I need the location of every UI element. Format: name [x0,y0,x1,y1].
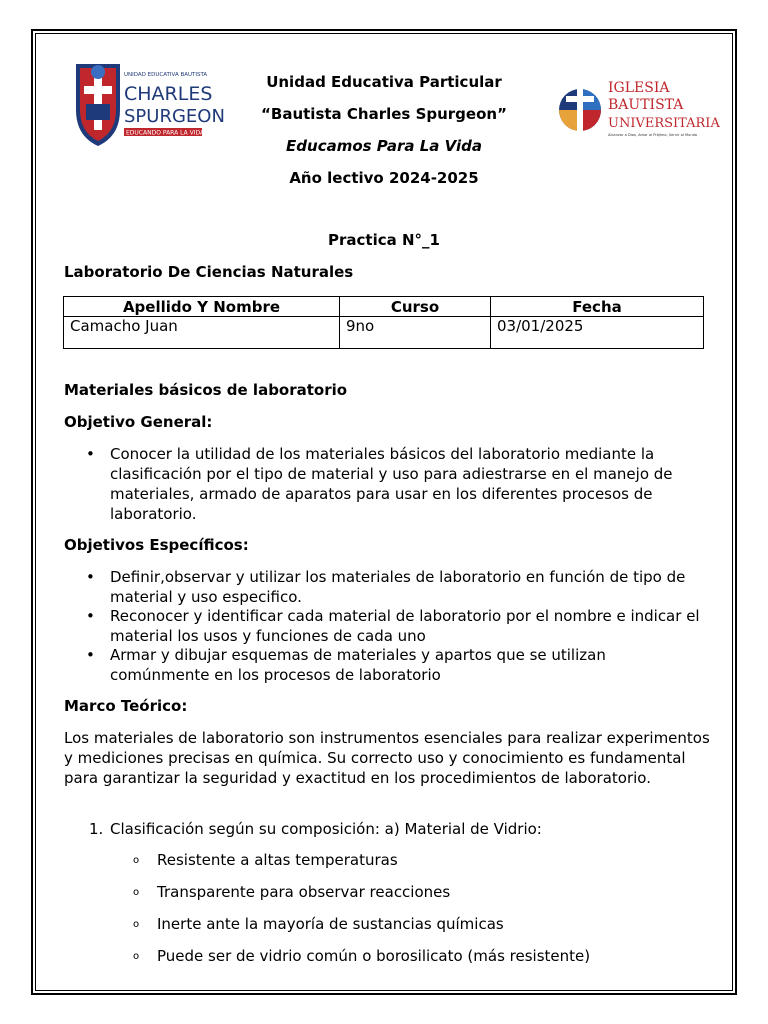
sub-bullet-icon: o [133,887,140,898]
header-date: Fecha [491,297,704,317]
student-info-table [63,296,704,349]
church-logo [556,72,720,150]
cell-date: 03/01/2025 [491,317,704,349]
logo-left-name2: SPURGEON [124,106,225,127]
bullet-icon: • [86,445,95,463]
logo-left-motto: EDUCANDO PARA LA VIDA [126,129,205,137]
section-materials-heading: Materiales básicos de laboratorio [64,381,348,399]
sub-item-4: Puede ser de vidrio común o borosilicato (más resistente) [157,947,591,965]
objective-general-heading: Objetivo General: [64,413,213,431]
objective-general-item: Conocer la utilidad de los materiales básicos del laboratorio mediante la clasificación por el tipo de material y uso para adiestrarse en el manejo de materiales, armado de aparatos para usar en los diferentes procesos de laboratorio. [110,445,673,523]
logo-right-line2: BAUTISTA [608,97,684,113]
sub-item-2: Transparente para observar reacciones [157,883,451,901]
sub-bullet-icon: o [133,855,140,866]
sub-bullet-icon: o [133,951,140,962]
header-school-type: Unidad Educativa Particular [266,73,502,91]
logo-right-line1: IGLESIA [608,80,670,96]
marco-teorico-paragraph: Los materiales de laboratorio son instrumentos esenciales para realizar experimentos y mediciones precisas en química. Su correcto uso y conocimiento es fundamental para garantizar la seguridad y exactitud en los procedimientos de laboratorio. [64,729,710,787]
logo-left-name1: CHARLES [124,83,213,105]
sub-bullet-icon: o [133,919,140,930]
list-number: 1. [89,820,104,838]
objectives-specific-heading: Objetivos Específicos: [64,536,249,554]
logo-right-tagline: Alcanzar a Dios, Amar al Prójimo, Servir al Mundo [608,133,698,137]
logo-right-line3: UNIVERSITARIA [608,116,720,131]
classification-item: Clasificación según su composición: a) Material de Vidrio: [110,820,542,838]
cell-name: Camacho Juan [64,317,340,349]
bullet-icon: • [86,607,95,625]
header-name: Apellido Y Nombre [64,297,340,317]
objective-specific-item-3: Armar y dibujar esquemas de materiales y apartos que se utilizan comúnmente en los procesos de laboratorio [110,646,606,684]
header-course: Curso [340,297,491,317]
marco-teorico-heading: Marco Teórico: [64,697,188,715]
cell-course: 9no [340,317,491,349]
objective-specific-item-1: Definir,observar y utilizar los materiales de laboratorio en función de tipo de material y uso especifico. [110,568,686,606]
header-school-name: “Bautista Charles Spurgeon” [261,105,507,123]
objective-specific-item-2: Reconocer y identificar cada material de laboratorio por el nombre e indicar el material los usos y funciones de cada uno [110,607,700,645]
header-motto: Educamos Para La Vida [286,137,482,155]
table-row [64,317,704,349]
bullet-icon: • [86,646,95,664]
school-logo [72,60,225,149]
practice-title: Practica N°_1 [328,231,440,249]
header-school-year: Año lectivo 2024-2025 [289,169,479,187]
logo-left-small-text: UNIDAD EDUCATIVA BAUTISTA [124,72,208,78]
bullet-icon: • [86,568,95,586]
table-header-row [64,297,704,317]
lab-title: Laboratorio De Ciencias Naturales [64,263,354,281]
sub-item-1: Resistente a altas temperaturas [157,851,398,869]
sub-item-3: Inerte ante la mayoría de sustancias químicas [157,915,504,933]
